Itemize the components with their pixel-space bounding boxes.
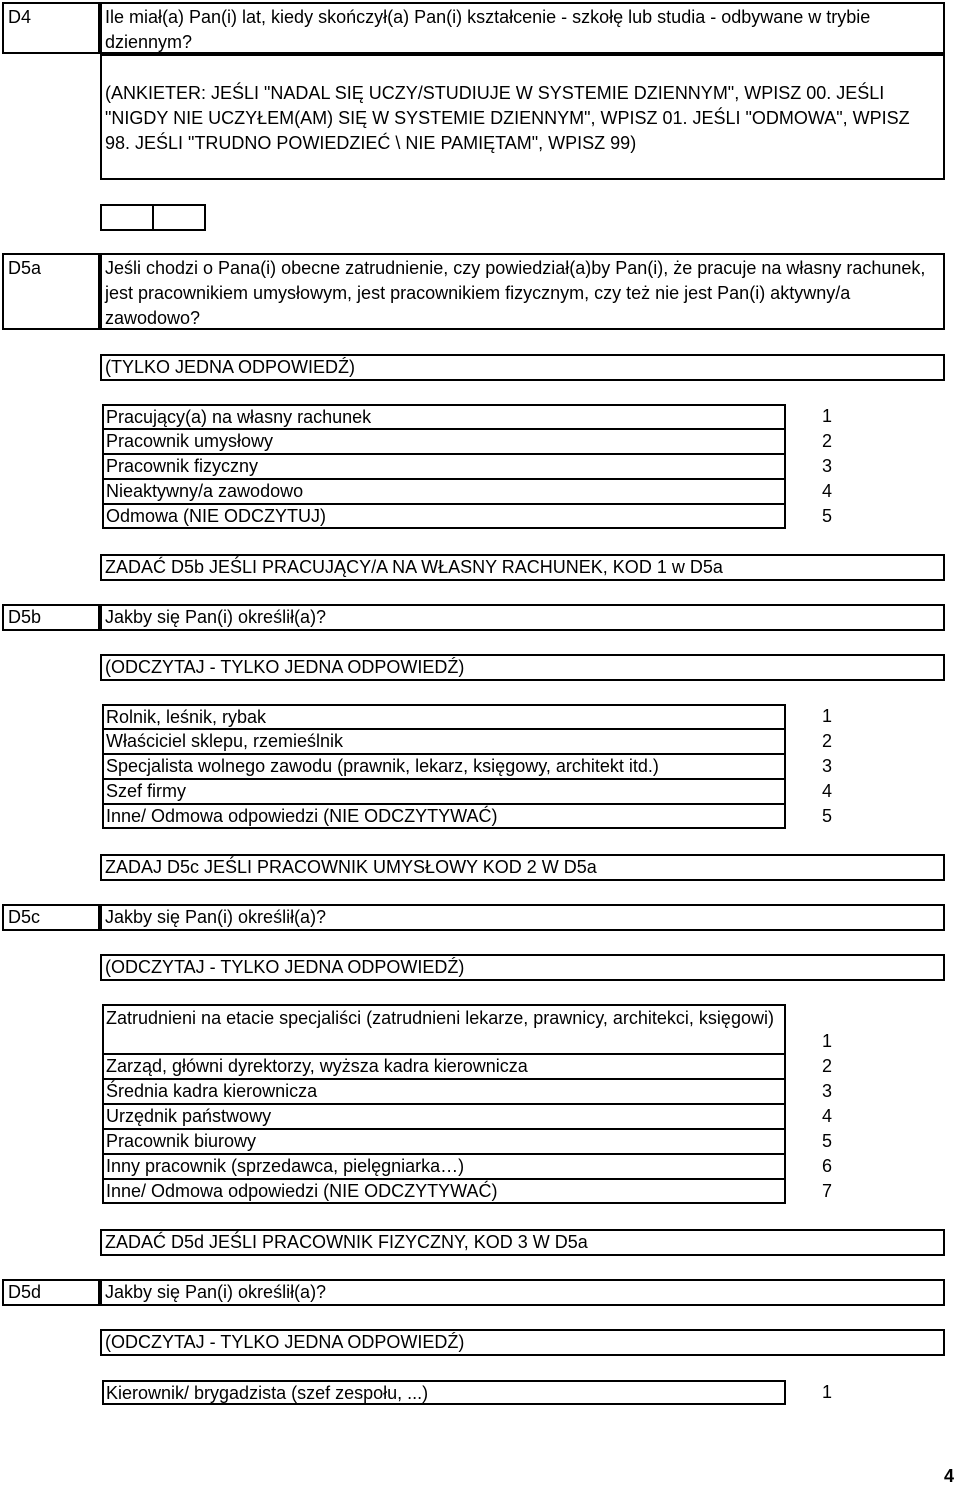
d5c-filter: ZADAĆ D5d JEŚLI PRACOWNIK FIZYCZNY, KOD 3 W D5a [105, 1232, 588, 1252]
d5c-option[interactable]: Pracownik biurowy [102, 1129, 786, 1154]
d5a-code: D5a [8, 258, 42, 278]
d5b-option[interactable]: Szef firmy [102, 779, 786, 804]
d5c-option[interactable]: Średnia kadra kierownicza [102, 1079, 786, 1104]
d4-question: Ile miał(a) Pan(i) lat, kiedy skończył(a) Pan(i) kształcenie - szkołę lub studia - odbywane w trybie dziennym? [105, 7, 871, 52]
d5d-instruction: (ODCZYTAJ - TYLKO JEDNA ODPOWIEDŹ) [105, 1332, 465, 1352]
d5b-option[interactable]: Inne/ Odmowa odpowiedzi (NIE ODCZYTYWAĆ) [102, 804, 786, 829]
d5b-option-code: 5 [822, 806, 833, 826]
d4-answer-digit-2[interactable] [152, 204, 206, 231]
d5c-option-code: 5 [822, 1131, 833, 1151]
d5c-option-code: 6 [822, 1156, 833, 1176]
d5c-option[interactable]: Zarząd, główni dyrektorzy, wyższa kadra kierownicza [102, 1054, 786, 1079]
d5c-question: Jakby się Pan(i) określił(a)? [105, 907, 327, 927]
d5c-option-code: 7 [822, 1181, 833, 1201]
d5d-question: Jakby się Pan(i) określił(a)? [105, 1282, 327, 1302]
d5b-filter: ZADAJ D5c JEŚLI PRACOWNIK UMYSŁOWY KOD 2 W D5a [105, 857, 597, 877]
d5a-option-code: 4 [822, 481, 833, 501]
d5a-question: Jeśli chodzi o Pana(i) obecne zatrudnienie, czy powiedział(a)by Pan(i), że pracuje na własny rachunek, jest pracownikiem umysłowym, jest pracownikiem fizycznym, czy też nie jest Pan(i) aktywny/a zawodowo? [105, 258, 926, 328]
d5b-option-code: 2 [822, 731, 833, 751]
d5c-option-code: 1 [822, 1031, 833, 1051]
d5b-option-code: 1 [822, 706, 833, 726]
d5c-option[interactable]: Inny pracownik (sprzedawca, pielęgniarka…) [102, 1154, 786, 1179]
d5a-option-code: 2 [822, 431, 833, 451]
d5b-code: D5b [8, 607, 42, 627]
d5a-option[interactable]: Pracownik umysłowy [102, 429, 786, 454]
d5c-option[interactable]: Zatrudnieni na etacie specjaliści (zatrudnieni lekarze, prawnicy, architekci, księgowi) [102, 1004, 786, 1054]
d5c-instruction: (ODCZYTAJ - TYLKO JEDNA ODPOWIEDŹ) [105, 957, 465, 977]
d5b-option[interactable]: Rolnik, leśnik, rybak [102, 704, 786, 729]
d4-code: D4 [8, 7, 32, 27]
d5a-option-code: 1 [822, 406, 833, 426]
d5b-option[interactable]: Specjalista wolnego zawodu (prawnik, lekarz, księgowy, architekt itd.) [102, 754, 786, 779]
d5a-option-code: 5 [822, 506, 833, 526]
d5a-option-code: 3 [822, 456, 833, 476]
d5b-instruction: (ODCZYTAJ - TYLKO JEDNA ODPOWIEDŹ) [105, 657, 465, 677]
d5d-option[interactable]: Kierownik/ brygadzista (szef zespołu, ...) [102, 1380, 786, 1405]
d5a-filter: ZADAĆ D5b JEŚLI PRACUJĄCY/A NA WŁASNY RACHUNEK, KOD 1 w D5a [105, 557, 723, 577]
d5a-option[interactable]: Pracujący(a) na własny rachunek [102, 404, 786, 429]
d5b-option[interactable]: Właściciel sklepu, rzemieślnik [102, 729, 786, 754]
d5b-option-code: 3 [822, 756, 833, 776]
d5a-option[interactable]: Odmowa (NIE ODCZYTUJ) [102, 504, 786, 529]
d5a-option[interactable]: Pracownik fizyczny [102, 454, 786, 479]
d5c-option[interactable]: Urzędnik państwowy [102, 1104, 786, 1129]
d5c-option-code: 2 [822, 1056, 833, 1076]
page-number: 4 [943, 1466, 954, 1486]
d5b-option-code: 4 [822, 781, 833, 801]
d5c-option-code: 4 [822, 1106, 833, 1126]
d5c-option-code: 3 [822, 1081, 833, 1101]
d5b-question: Jakby się Pan(i) określił(a)? [105, 607, 327, 627]
d4-answer-digit-1[interactable] [100, 204, 154, 231]
d5a-instruction: (TYLKO JEDNA ODPOWIEDŹ) [105, 357, 356, 377]
d5c-option[interactable]: Inne/ Odmowa odpowiedzi (NIE ODCZYTYWAĆ) [102, 1179, 786, 1204]
d5d-code: D5d [8, 1282, 42, 1302]
d5d-option-code: 1 [822, 1382, 833, 1402]
d5a-option[interactable]: Nieaktywny/a zawodowo [102, 479, 786, 504]
d4-instruction: (ANKIETER: JEŚLI "NADAL SIĘ UCZY/STUDIUJE W SYSTEMIE DZIENNYM", WPISZ 00. JEŚLI "NIGDY NIE UCZYŁEM(AM) SIĘ W SYSTEMIE DZIENNYM", WPISZ 01. JEŚLI "ODMOWA", WPISZ 98. JEŚLI "TRUDNO POWIEDZIEĆ \ NIE PAMIĘTAM", WPISZ 99) [105, 83, 910, 153]
d5c-code: D5c [8, 907, 41, 927]
